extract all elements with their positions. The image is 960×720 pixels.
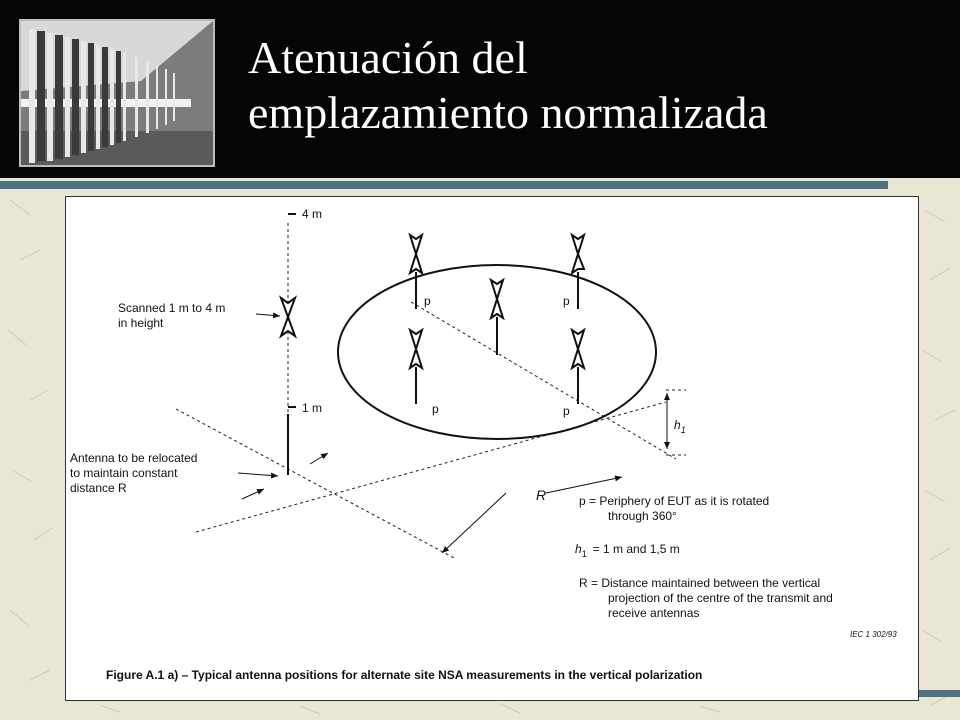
accent-bar-top: [0, 181, 888, 189]
h1-subscript: 1: [680, 425, 686, 435]
nsa-figure: [65, 196, 919, 701]
title-line-1: Atenuación del: [248, 32, 528, 83]
title-line-2: emplazamiento normalizada: [248, 87, 768, 138]
legend-r-line-2: projection of the centre of the transmit and: [608, 591, 833, 605]
label-1m: 1 m: [302, 401, 323, 415]
iec-reference: IEC 1 302/93: [850, 630, 897, 639]
legend-h1-symbol: h: [575, 542, 582, 556]
scanned-height-line-2: in height: [118, 316, 164, 330]
anechoic-chamber-photo: [19, 19, 215, 167]
legend-p-line-2: through 360°: [608, 509, 677, 523]
legend-r-line-3: receive antennas: [608, 606, 700, 620]
slide-title: [248, 30, 768, 140]
p-label-bottom-left: p: [432, 402, 439, 416]
h1-symbol: h: [674, 418, 681, 432]
p-label-top-left: p: [424, 294, 431, 308]
accent-bar-bottom: [918, 690, 960, 697]
label-4m: 4 m: [302, 207, 323, 221]
legend-p-line-1: p = Periphery of EUT as it is rotated: [579, 494, 770, 508]
scanned-height-line-1: Scanned 1 m to 4 m: [118, 301, 226, 315]
p-label-top-right: p: [563, 294, 570, 308]
relocate-note-line-3: distance R: [70, 481, 127, 495]
p-label-bottom-right: p: [563, 404, 570, 418]
r-dimension-label: R: [536, 487, 547, 503]
relocate-note-line-1: Antenna to be relocated: [70, 451, 198, 465]
relocate-note-line-2: to maintain constant: [70, 466, 178, 480]
slide-header: [0, 0, 960, 178]
legend-h1-text: = 1 m and 1,5 m: [592, 542, 680, 556]
legend-r-line-1: R = Distance maintained between the vertical: [579, 576, 821, 590]
figure-caption: Figure A.1 a) – Typical antenna positions for alternate site NSA measurements in the vertical polarization: [106, 668, 703, 682]
legend-h1-subscript: 1: [581, 549, 587, 559]
